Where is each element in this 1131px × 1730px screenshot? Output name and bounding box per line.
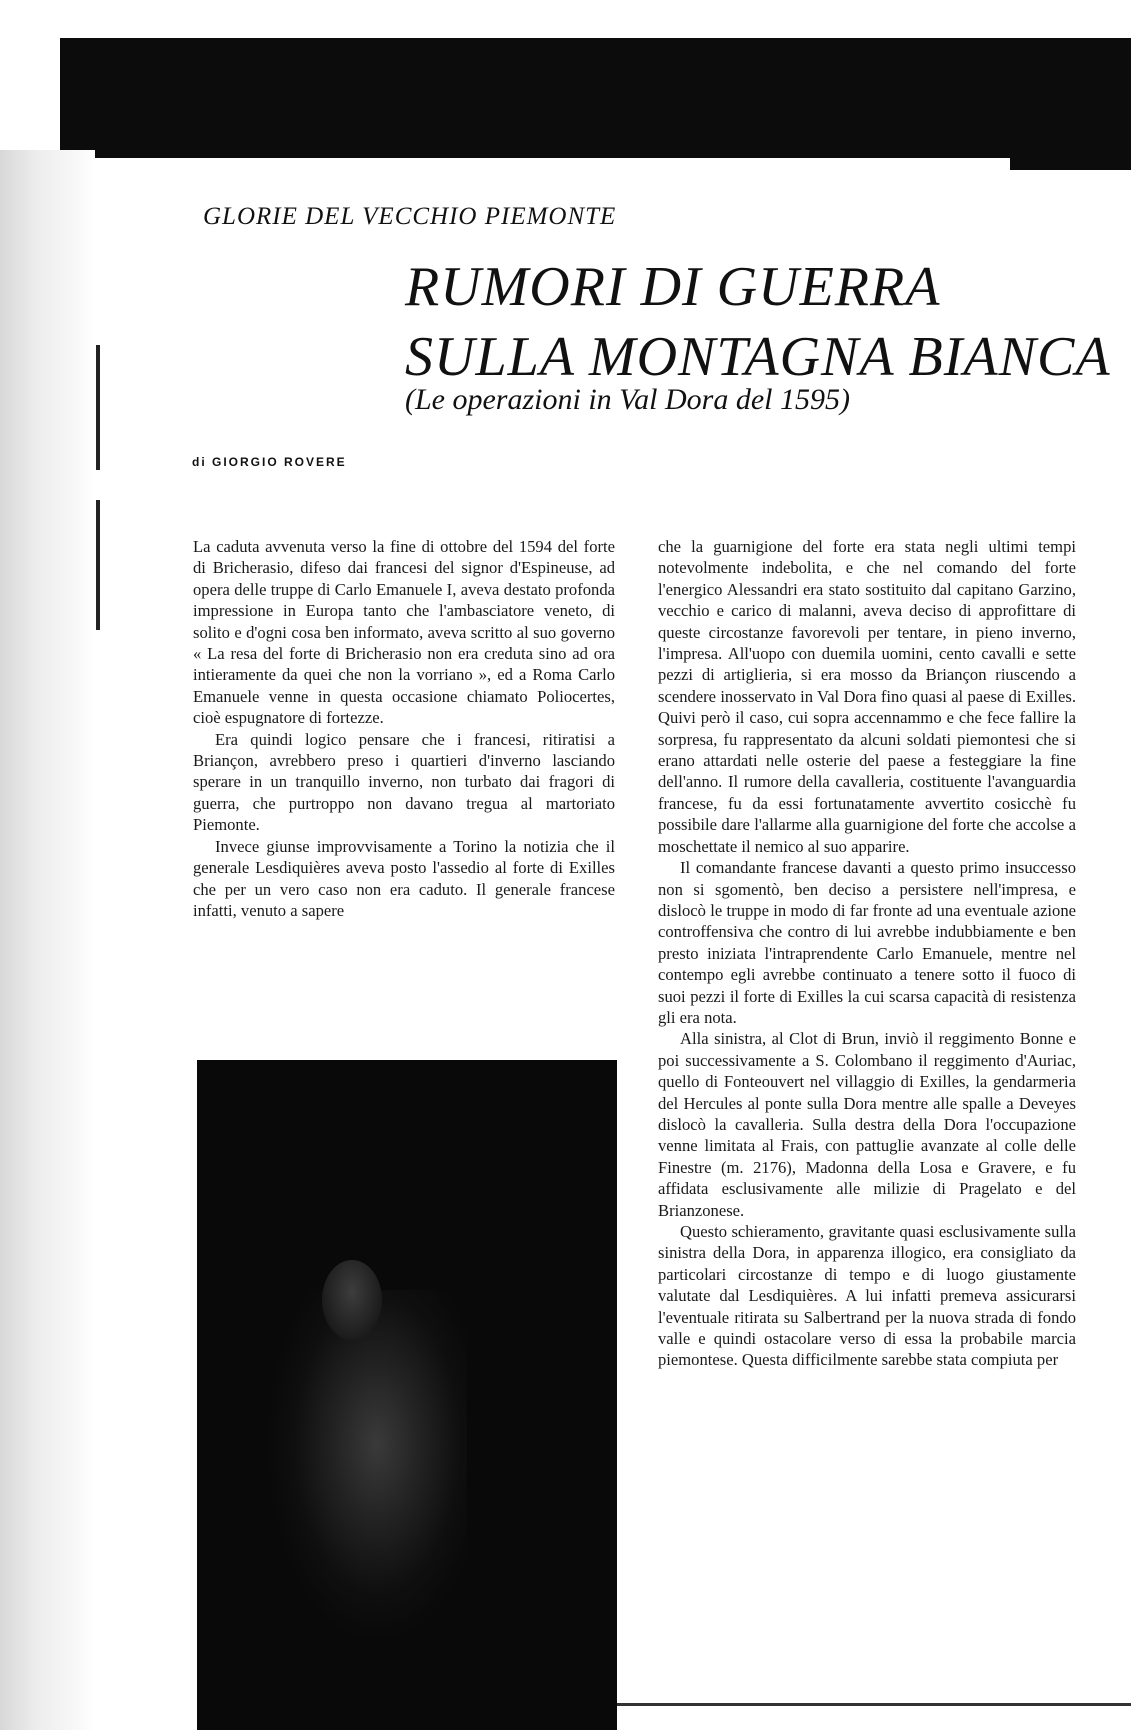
- left-column: [193, 536, 615, 921]
- portrait-head: [322, 1260, 382, 1340]
- title-line-1: RUMORI DI GUERRA: [405, 256, 941, 318]
- right-column: [658, 536, 1076, 1371]
- portrait-photo: [197, 1060, 617, 1730]
- paragraph: Invece giunse improvvisamente a Torino la notizia che il generale Lesdiquières aveva posto l'assedio al forte di Exilles che per un vero caso non era caduto. Il generale francese infatti, venuto a sapere: [193, 836, 615, 920]
- scan-top-band-tab: [1010, 38, 1131, 170]
- scan-left-edge: [0, 150, 95, 1730]
- paragraph: Alla sinistra, al Clot di Brun, inviò il reggimento Bonne e poi successivamente a S. Colombano il reggimento d'Auriac, quello di Fonteouvert nel villaggio di Exilles, la gendarmeria del Hercules al ponte sulla Dora mentre alle spalle a Deveyes dislocò la cavalleria. Sulla destra della Dora l'occupazione venne limitata al Frais, con pattuglie avanzate al colle delle Finestre (m. 2176), Madonna della Losa e Gravere, e fu affidata esclusivamente alle milizie di Pragelato e del Brianzonese.: [658, 1029, 1076, 1220]
- portrait-figure: [267, 1290, 467, 1730]
- byline: di GIORGIO ROVERE: [192, 455, 347, 469]
- paragraph: Questo schieramento, gravitante quasi esclusivamente sulla sinistra della Dora, in apparenza illogico, era consigliato da particolari circostanze di tempo e di luogo giustamente valutate dal Lesdiquières. A lui infatti premeva assicurarsi l'eventuale ritirata su Salbertrand per la nuova strada di fondo valle e quindi ostacolare verso di essa la probabile marcia piemontese. Questa difficilmente sarebbe stata compiuta per: [658, 1222, 1076, 1370]
- title-line-2: SULLA MONTAGNA BIANCA: [405, 326, 1111, 388]
- article-subtitle: (Le operazioni in Val Dora del 1595): [405, 383, 850, 416]
- bottom-rule: [590, 1703, 1131, 1706]
- paragraph: La caduta avvenuta verso la fine di ottobre del 1594 del forte di Bricherasio, difeso dai francesi del signor d'Espineuse, ad opera delle truppe di Carlo Emanuele I, aveva destato profonda impressione in Europa tanto che l'ambasciatore veneto, di solito e d'ogni cosa ben informato, aveva scritto al suo governo « La resa del forte di Bricherasio non era creduta sino ad ora intieramente da quei che non la vorriano », ed a Roma Carlo Emanuele venne in questa occasione chiamato Poliocertes, cioè espugnatore di fortezze.: [193, 537, 615, 728]
- paragraph: Il comandante francese davanti a questo primo insuccesso non si sgomentò, ben deciso a persistere nell'impresa, e dislocò le truppe in modo di far fronte ad una eventuale azione controffensiva che contro di lui avrebbe indubbiamente e ben presto iniziata l'intraprendente Carlo Emanuele, mentre nel contempo egli avrebbe continuato a tenere sotto il fuoco di suoi pezzi il forte di Exilles la cui scarsa capacità di resistenza gli era nota.: [658, 858, 1076, 1027]
- margin-rule-lower: [96, 500, 100, 630]
- paragraph: che la guarnigione del forte era stata negli ultimi tempi notevolmente indebolita, e che nel comando del forte l'energico Alessandri era stato sostituito dal capitano Garzino, vecchio e carico di malanni, aveva deciso di approfittare di queste circostanze favorevoli per tentare, in pieno inverno, l'impresa. All'uopo con duemila uomini, cento cavalli e sette pezzi di artiglieria, si era mosso da Briançon riuscendo a scendere inosservato in Val Dora fino quasi al paese di Exilles. Quivi però il caso, cui sopra accennammo e che fece fallire la sorpresa, fu rappresentato da alcuni soldati piemontesi che si erano attardati nelle osterie del paese a festeggiare la fine dell'anno. Il rumore della cavalleria, costituente l'avanguardia francese, fu da essi fortunatamente avvertito cosicchè fu possibile dare l'allarme alla guarnigione del forte che accolse a moschettate il nemico al suo apparire.: [658, 537, 1076, 856]
- section-kicker: GLORIE DEL VECCHIO PIEMONTE: [203, 203, 617, 230]
- paragraph: Era quindi logico pensare che i francesi, ritiratisi a Briançon, avrebbero preso i quartieri d'inverno lasciando sperare in un tranquillo inverno, non turbato dai fragori di guerra, che purtroppo non davano tregua al martoriato Piemonte.: [193, 729, 615, 835]
- margin-rule-upper: [96, 345, 100, 470]
- scan-top-band: [60, 38, 1131, 158]
- article-title: [405, 252, 1111, 392]
